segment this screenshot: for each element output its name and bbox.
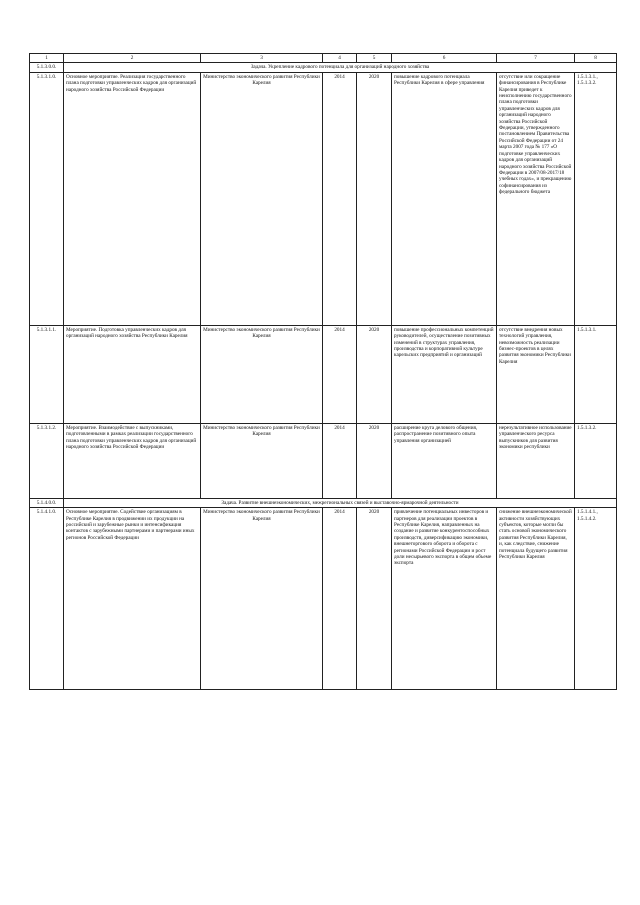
row-indicators: 1.5.1.4.1., 1.5.1.4.2.: [575, 508, 617, 690]
row-start-year: 2014: [323, 325, 357, 423]
row-indicators: 1.5.1.3.1.: [575, 325, 617, 423]
table-row: [30, 72, 617, 325]
row-consequences: отсутствие или сокращение финансирования в Республике Карелия приведет к неисполнению государственного плана подготовки управленческих кадров для организаций народного хозяйства Российской Федерации, утвержденного постановлением Правительства Российской Федерации от 24 марта 2007 года № 177 «О подготовке управленческих кадров для организаций народного хозяйства Российской Федерации в 2007/08-2017/18 учебных годах», и прекращению софинансирования из федерального бюджета: [497, 72, 575, 325]
row-name: Основное мероприятие. Содействие организациям в Республике Карелия в продвижении их продукции на российский и зарубежные рынки и интенсификация контактов с зарубежными партнерами и партнерами иных регионов Российской Федерации: [64, 508, 201, 690]
row-executor: Министерство экономического развития Республики Карелия: [201, 508, 323, 690]
row-consequences: отсутствие внедрения новых технологий управления, невозможность реализации бизнес-проектов в целях развития экономики Республики Карелия: [497, 325, 575, 423]
row-end-year: 2020: [357, 72, 392, 325]
row-result: повышение кадрового потенциала Республики Карелия в сфере управления: [392, 72, 497, 325]
row-code: 5.1.3.1.2.: [30, 423, 64, 498]
column-number: 8: [575, 54, 617, 63]
task-title: Задача. Развитие внешнеэкономических, межрегиональных связей и выставочно-ярмарочной деятельности: [64, 498, 617, 507]
row-executor: Министерство экономического развития Республики Карелия: [201, 72, 323, 325]
row-name: Мероприятие. Подготовка управленческих кадров для организаций народного хозяйства Республики Карелия: [64, 325, 201, 423]
row-start-year: 2014: [323, 423, 357, 498]
row-result: повышение профессиональных компетенций руководителей, осуществление позитивных изменений в структурах управления, производства и корпоративной культуре карельских предприятий и организаций: [392, 325, 497, 423]
column-number: 7: [497, 54, 575, 63]
row-start-year: 2014: [323, 508, 357, 690]
column-number: 4: [323, 54, 357, 63]
table-row: [30, 508, 617, 690]
column-number: 5: [357, 54, 392, 63]
task-row: [30, 63, 617, 72]
row-code: 5.1.4.1.0.: [30, 508, 64, 690]
table-row: [30, 325, 617, 423]
row-result: расширение круга делового общения, распространение позитивного опыта управления организацией: [392, 423, 497, 498]
row-consequences: снижение внешнеэкономической активности хозяйствующих субъектов, которые могли бы стать основой экономического развития Республики Карелия, и, как следствие, снижение потенциала будущего развития Республики Карелия: [497, 508, 575, 690]
row-name: Мероприятие. Взаимодействие с выпускниками, подготовленными в рамках реализации государственного плана подготовки управленческих кадров для организаций народного хозяйства Российской Федерации: [64, 423, 201, 498]
row-indicators: 1.5.1.3.2.: [575, 423, 617, 498]
column-number: 3: [201, 54, 323, 63]
row-start-year: 2014: [323, 72, 357, 325]
row-consequences: нерезультативное использование управленческого ресурса выпускников для развития экономики республики: [497, 423, 575, 498]
task-row: [30, 498, 617, 507]
row-indicators: 1.5.1.3.1., 1.5.1.3.2.: [575, 72, 617, 325]
task-title: Задача. Укрепление кадрового потенциала для организаций народного хозяйства: [64, 63, 617, 72]
row-result: привлечение потенциальных инвесторов и партнеров для реализации проектов в Республике Карелия, направленных на создание и развитие конкурентоспособных производств, диверсификацию экономики, внешнеторгового оборота и оборота с регионами Российской Федерации и рост доли несырьевого экспорта в общем объеме экспорта: [392, 508, 497, 690]
row-name: Основное мероприятие. Реализация государственного плана подготовки управленческих кадров для организаций народного хозяйства Российской Федерации: [64, 72, 201, 325]
row-code: 5.1.3.1.1.: [30, 325, 64, 423]
table-row: [30, 423, 617, 498]
row-code: 5.1.3.1.0.: [30, 72, 64, 325]
row-end-year: 2020: [357, 423, 392, 498]
task-code: 5.1.4.0.0.: [30, 498, 64, 507]
column-number: 6: [392, 54, 497, 63]
program-table: [29, 53, 617, 690]
column-number: 2: [64, 54, 201, 63]
task-code: 5.1.3.0.0.: [30, 63, 64, 72]
row-end-year: 2020: [357, 508, 392, 690]
row-executor: Министерство экономического развития Республики Карелия: [201, 423, 323, 498]
column-number: 1: [30, 54, 64, 63]
row-executor: Министерство экономического развития Республики Карелия: [201, 325, 323, 423]
column-number-row: [30, 54, 617, 63]
row-end-year: 2020: [357, 325, 392, 423]
